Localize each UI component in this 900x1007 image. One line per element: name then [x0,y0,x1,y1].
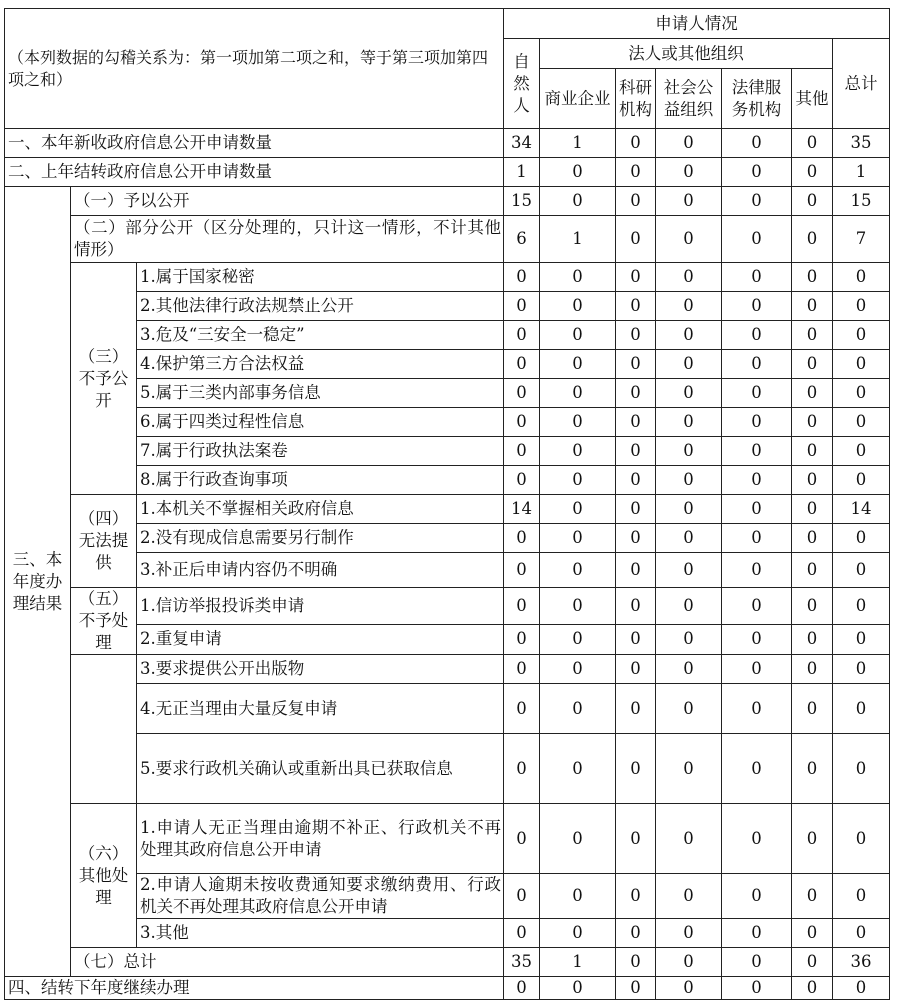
row-label: 6.属于四类过程性信息 [137,408,504,437]
value-cell: 0 [540,263,616,292]
value-cell: 1 [504,158,540,187]
table-row [5,734,890,804]
row-label: 3.危及“三安全一稳定” [137,321,504,350]
value-cell: 0 [792,379,833,408]
value-cell: 0 [504,350,540,379]
value-cell: 0 [833,588,890,625]
value-cell: 0 [504,292,540,321]
value-cell: 0 [656,437,722,466]
table-row [5,919,890,948]
value-cell: 0 [540,734,616,804]
row-label: 5.属于三类内部事务信息 [137,379,504,408]
value-cell: 0 [722,948,792,977]
value-cell: 0 [833,804,890,874]
value-cell: 0 [616,466,656,495]
value-cell: 0 [722,495,792,524]
value-cell: 0 [833,292,890,321]
value-cell: 0 [792,292,833,321]
value-cell: 0 [504,624,540,654]
value-cell: 0 [656,379,722,408]
group-label-not-processed: （五）不予处理 [71,588,137,655]
value-cell: 0 [656,919,722,948]
value-cell: 0 [833,734,890,804]
table-row [5,187,890,216]
table-row [5,977,890,1000]
value-cell: 0 [722,524,792,553]
value-cell: 0 [504,804,540,874]
value-cell: 0 [792,948,833,977]
table-row [5,216,890,263]
value-cell: 0 [792,919,833,948]
value-cell: 0 [540,321,616,350]
value-cell: 0 [616,804,656,874]
value-cell: 0 [722,553,792,588]
value-cell: 0 [504,588,540,625]
value-cell: 0 [792,129,833,158]
header-natural-person: 自然人 [504,39,540,129]
table-row [5,466,890,495]
value-cell: 0 [616,495,656,524]
value-cell: 0 [722,588,792,625]
value-cell: 0 [722,129,792,158]
value-cell: 0 [616,216,656,263]
value-cell: 0 [656,977,722,1000]
table-row [5,495,890,524]
value-cell: 0 [656,187,722,216]
row-label: 1.申请人无正当理由逾期不补正、行政机关不再处理其政府信息公开申请 [137,804,504,874]
value-cell: 0 [656,408,722,437]
value-cell: 0 [616,408,656,437]
header-subcategory: 其他 [792,69,833,129]
value-cell: 0 [656,948,722,977]
table-row [5,408,890,437]
group-label-not-disclosed: （三）不予公开 [71,263,137,495]
row-label-grand-total: （七）总计 [71,948,504,977]
row-label: 1.本机关不掌握相关政府信息 [137,495,504,524]
row-label: 1.属于国家秘密 [137,263,504,292]
value-cell: 0 [833,350,890,379]
value-cell: 0 [616,977,656,1000]
value-cell: 0 [722,804,792,874]
value-cell: 0 [656,553,722,588]
value-cell: 0 [540,187,616,216]
value-cell: 0 [540,874,616,919]
table-row [5,129,890,158]
row-label: 4.无正当理由大量反复申请 [137,684,504,734]
value-cell: 0 [722,437,792,466]
value-cell: 0 [722,321,792,350]
value-cell: 36 [833,948,890,977]
value-cell: 15 [833,187,890,216]
group-label-other-processing: （六）其他处理 [71,804,137,948]
value-cell: 0 [616,187,656,216]
row-label: 8.属于行政查询事项 [137,466,504,495]
value-cell: 0 [540,655,616,684]
value-cell: 0 [540,379,616,408]
value-cell: 0 [616,292,656,321]
value-cell: 0 [833,263,890,292]
value-cell: 0 [722,158,792,187]
value-cell: 0 [540,804,616,874]
row-label: 2.重复申请 [137,624,504,654]
table-row [5,655,890,684]
row-label: 7.属于行政执法案卷 [137,437,504,466]
table-row [5,874,890,919]
table-row [5,684,890,734]
value-cell: 0 [792,187,833,216]
header-subcategory: 科研机构 [616,69,656,129]
value-cell: 0 [656,129,722,158]
value-cell: 1 [540,129,616,158]
value-cell: 0 [540,350,616,379]
value-cell: 34 [504,129,540,158]
value-cell: 0 [540,158,616,187]
value-cell: 0 [616,524,656,553]
value-cell: 0 [792,524,833,553]
value-cell: 0 [656,655,722,684]
value-cell: 0 [792,466,833,495]
value-cell: 0 [540,466,616,495]
value-cell: 0 [833,379,890,408]
value-cell: 0 [656,158,722,187]
value-cell: 0 [616,350,656,379]
value-cell: 0 [722,977,792,1000]
table-row [5,9,890,39]
value-cell: 0 [504,553,540,588]
value-cell: 0 [722,292,792,321]
value-cell: 0 [504,919,540,948]
row-label: （二）部分公开（区分处理的，只计这一情形，不计其他情形） [71,216,504,263]
value-cell: 0 [833,919,890,948]
value-cell: 0 [792,734,833,804]
value-cell: 0 [540,919,616,948]
value-cell: 0 [656,734,722,804]
value-cell: 0 [616,919,656,948]
value-cell: 0 [656,684,722,734]
value-cell: 0 [616,655,656,684]
value-cell: 0 [792,553,833,588]
value-cell: 0 [722,216,792,263]
value-cell: 0 [833,553,890,588]
header-note: （本列数据的勾稽关系为：第一项加第二项之和，等于第三项加第四项之和） [5,9,504,129]
value-cell: 0 [656,292,722,321]
value-cell: 0 [722,655,792,684]
value-cell: 1 [833,158,890,187]
value-cell: 0 [616,624,656,654]
value-cell: 0 [616,734,656,804]
value-cell: 0 [722,379,792,408]
table-row [5,948,890,977]
value-cell: 0 [792,804,833,874]
value-cell: 0 [656,263,722,292]
section-3-label: 三、本年度办理结果 [5,187,71,977]
value-cell: 0 [722,408,792,437]
value-cell: 0 [540,524,616,553]
group-label-blank [71,655,137,804]
row-label: 1.信访举报投诉类申请 [137,588,504,625]
value-cell: 0 [540,408,616,437]
value-cell: 0 [722,187,792,216]
row-label: 四、结转下年度继续办理 [5,977,504,1000]
value-cell: 35 [833,129,890,158]
value-cell: 0 [656,216,722,263]
value-cell: 0 [792,158,833,187]
value-cell: 0 [616,379,656,408]
value-cell: 0 [540,437,616,466]
header-legal-group: 法人或其他组织 [540,39,833,69]
value-cell: 0 [540,588,616,625]
table-row [5,553,890,588]
table-row [5,437,890,466]
row-label: 4.保护第三方合法权益 [137,350,504,379]
value-cell: 0 [616,263,656,292]
value-cell: 6 [504,216,540,263]
row-label: 一、本年新收政府信息公开申请数量 [5,129,504,158]
value-cell: 0 [616,129,656,158]
value-cell: 0 [616,437,656,466]
value-cell: 0 [833,321,890,350]
value-cell: 1 [540,216,616,263]
value-cell: 0 [616,158,656,187]
header-subcategory: 法律服务机构 [722,69,792,129]
table-row [5,321,890,350]
value-cell: 0 [540,977,616,1000]
value-cell: 0 [833,655,890,684]
value-cell: 0 [504,263,540,292]
value-cell: 0 [504,437,540,466]
value-cell: 0 [722,919,792,948]
value-cell: 0 [792,321,833,350]
value-cell: 0 [792,437,833,466]
value-cell: 0 [722,350,792,379]
table-row [5,524,890,553]
value-cell: 0 [722,684,792,734]
value-cell: 0 [504,874,540,919]
value-cell: 0 [792,655,833,684]
row-label: （一）予以公开 [71,187,504,216]
value-cell: 0 [792,874,833,919]
value-cell: 0 [833,874,890,919]
row-label: 2.其他法律行政法规禁止公开 [137,292,504,321]
value-cell: 0 [792,684,833,734]
value-cell: 0 [656,495,722,524]
row-label: 3.其他 [137,919,504,948]
value-cell: 0 [722,263,792,292]
value-cell: 0 [656,321,722,350]
value-cell: 0 [656,466,722,495]
value-cell: 0 [792,495,833,524]
value-cell: 0 [540,624,616,654]
value-cell: 0 [792,624,833,654]
table-row [5,158,890,187]
value-cell: 0 [616,684,656,734]
value-cell: 0 [722,874,792,919]
value-cell: 0 [540,495,616,524]
value-cell: 0 [504,734,540,804]
value-cell: 0 [616,553,656,588]
header-applicant: 申请人情况 [504,9,890,39]
value-cell: 0 [504,379,540,408]
value-cell: 0 [792,263,833,292]
header-subcategory: 社会公益组织 [656,69,722,129]
value-cell: 0 [616,588,656,625]
table-row [5,379,890,408]
value-cell: 0 [656,524,722,553]
value-cell: 0 [792,216,833,263]
value-cell: 0 [656,588,722,625]
header-subcategory: 商业企业 [540,69,616,129]
value-cell: 0 [833,466,890,495]
table-row [5,804,890,874]
table-row [5,588,890,625]
value-cell: 0 [540,292,616,321]
value-cell: 0 [833,684,890,734]
value-cell: 0 [833,408,890,437]
value-cell: 0 [792,977,833,1000]
table-row [5,624,890,654]
table-row [5,350,890,379]
value-cell: 15 [504,187,540,216]
value-cell: 0 [656,804,722,874]
table-row [5,292,890,321]
value-cell: 0 [792,588,833,625]
value-cell: 0 [656,350,722,379]
value-cell: 0 [792,408,833,437]
value-cell: 0 [616,321,656,350]
row-label: 5.要求行政机关确认或重新出具已获取信息 [137,734,504,804]
value-cell: 0 [504,466,540,495]
value-cell: 0 [656,624,722,654]
row-label: 3.要求提供公开出版物 [137,655,504,684]
value-cell: 0 [616,874,656,919]
value-cell: 0 [833,624,890,654]
value-cell: 0 [656,874,722,919]
row-label: 2.申请人逾期未按收费通知要求缴纳费用、行政机关不再处理其政府信息公开申请 [137,874,504,919]
value-cell: 0 [504,321,540,350]
value-cell: 1 [540,948,616,977]
value-cell: 0 [722,466,792,495]
value-cell: 0 [833,524,890,553]
value-cell: 0 [540,553,616,588]
value-cell: 7 [833,216,890,263]
info-disclosure-table [4,8,890,1000]
value-cell: 0 [722,734,792,804]
value-cell: 0 [616,948,656,977]
value-cell: 14 [504,495,540,524]
value-cell: 0 [792,350,833,379]
value-cell: 0 [504,524,540,553]
value-cell: 0 [722,624,792,654]
row-label: 2.没有现成信息需要另行制作 [137,524,504,553]
row-label: 3.补正后申请内容仍不明确 [137,553,504,588]
value-cell: 0 [504,977,540,1000]
value-cell: 14 [833,495,890,524]
value-cell: 0 [504,655,540,684]
row-label: 二、上年结转政府信息公开申请数量 [5,158,504,187]
value-cell: 0 [833,977,890,1000]
value-cell: 0 [504,684,540,734]
group-label-cannot-provide: （四）无法提供 [71,495,137,588]
table-row [5,263,890,292]
value-cell: 0 [833,437,890,466]
value-cell: 0 [504,408,540,437]
value-cell: 35 [504,948,540,977]
header-total: 总计 [833,39,890,129]
value-cell: 0 [540,684,616,734]
